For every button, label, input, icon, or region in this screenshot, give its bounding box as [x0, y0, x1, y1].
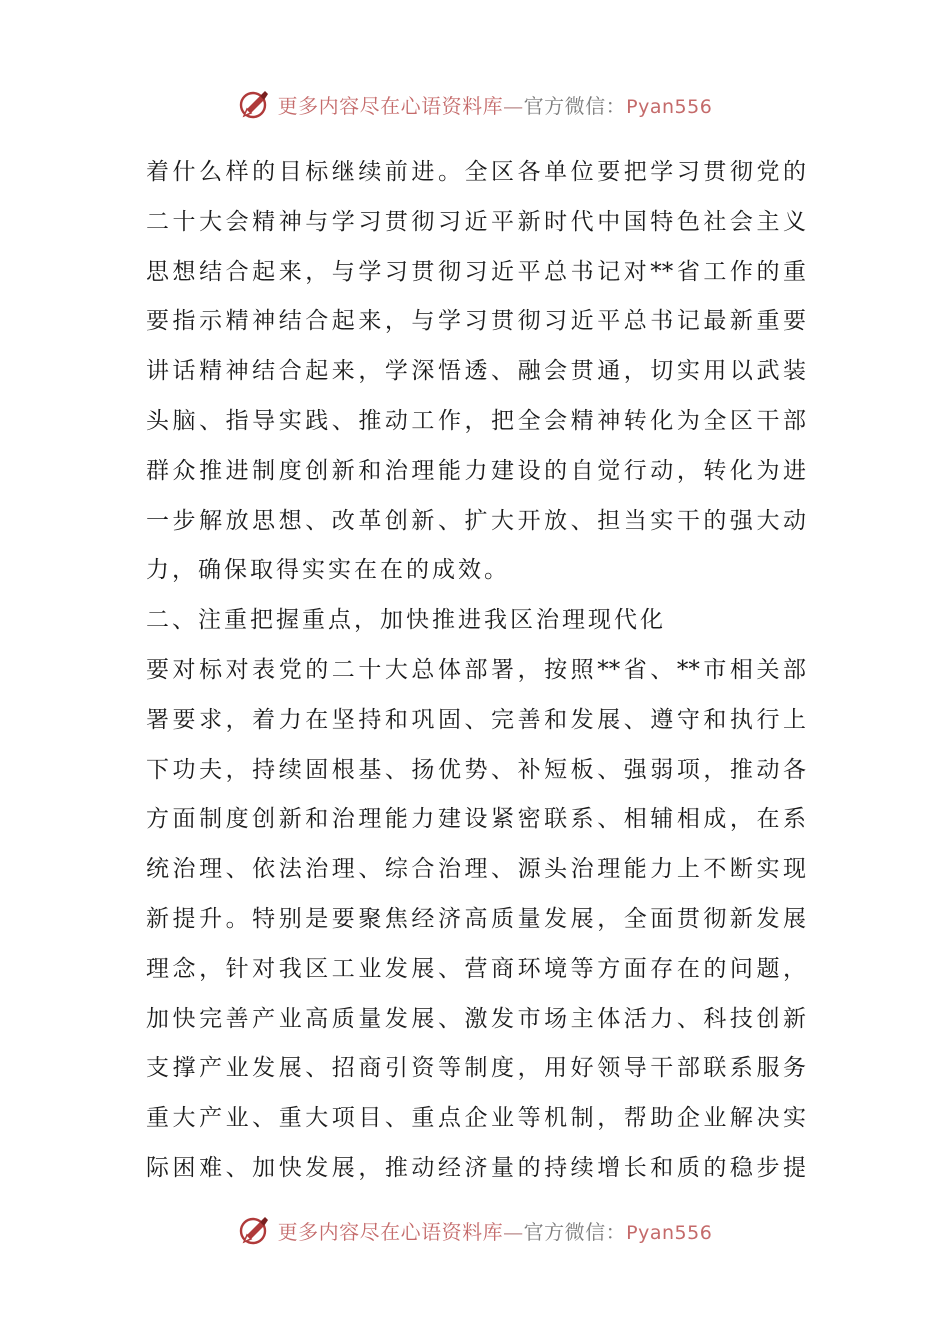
- text-line: 要指示精神结合起来，与学习贯彻习近平总书记最新重要: [146, 308, 806, 335]
- header-banner: [0, 82, 950, 126]
- text-line: 际困难、加快发展，推动经济量的持续增长和质的稳步提: [146, 1154, 806, 1181]
- text-line: 统治理、依法治理、综合治理、源头治理能力上不断实现: [146, 856, 806, 883]
- banner-wechat-label: 官方微信：: [523, 93, 627, 118]
- pen-logo-icon: [238, 87, 272, 121]
- banner-wechat-id: Pyan556: [626, 1221, 713, 1244]
- section-heading: 二、注重把握重点，加快推进我区治理现代化: [146, 607, 666, 634]
- text-line: 要对标对表党的二十大总体部署，按照**省、**市相关部: [146, 656, 806, 683]
- text-line: 思想结合起来，与学习贯彻习近平总书记对**省工作的重: [146, 258, 806, 285]
- text-line: 下功夫，持续固根基、扬优势、补短板、强弱项，推动各: [146, 756, 806, 783]
- text-line: 头脑、指导实践、推动工作，把全会精神转化为全区干部: [146, 407, 806, 434]
- banner-wechat-id: Pyan556: [626, 95, 713, 118]
- text-line: 力，确保取得实实在在的成效。: [146, 557, 510, 584]
- text-line: 新提升。特别是要聚焦经济高质量发展，全面贯彻新发展: [146, 905, 806, 932]
- document-body: [146, 148, 806, 1194]
- banner-lead: 更多内容尽在心语资料库: [277, 1219, 504, 1244]
- banner-lead: 更多内容尽在心语资料库: [277, 93, 504, 118]
- banner-text: [278, 90, 713, 119]
- text-line: 讲话精神结合起来，学深悟透、融会贯通，切实用以武装: [146, 358, 806, 385]
- banner-separator: —: [503, 93, 524, 118]
- banner-wechat-label: 官方微信：: [523, 1219, 627, 1244]
- banner-separator: —: [503, 1219, 524, 1244]
- text-line: 一步解放思想、改革创新、扩大开放、担当实干的强大动: [146, 507, 806, 534]
- text-line: 加快完善产业高质量发展、激发市场主体活力、科技创新: [146, 1005, 806, 1032]
- text-line: 着什么样的目标继续前进。全区各单位要把学习贯彻党的: [146, 159, 806, 185]
- text-line: 署要求，着力在坚持和巩固、完善和发展、遵守和执行上: [146, 706, 806, 733]
- text-line: 方面制度创新和治理能力建设紧密联系、相辅相成，在系: [146, 806, 806, 833]
- pen-logo-icon: [238, 1213, 272, 1247]
- text-line: 群众推进制度创新和治理能力建设的自觉行动，转化为进: [146, 457, 806, 484]
- text-line: 理念，针对我区工业发展、营商环境等方面存在的问题，: [146, 955, 806, 982]
- banner-text: [278, 1216, 713, 1245]
- text-line: 支撑产业发展、招商引资等制度，用好领导干部联系服务: [146, 1055, 806, 1082]
- footer-banner: [0, 1208, 950, 1252]
- text-line: 重大产业、重大项目、重点企业等机制，帮助企业解决实: [146, 1105, 806, 1132]
- text-line: 二十大会精神与学习贯彻习近平新时代中国特色社会主义: [146, 208, 806, 235]
